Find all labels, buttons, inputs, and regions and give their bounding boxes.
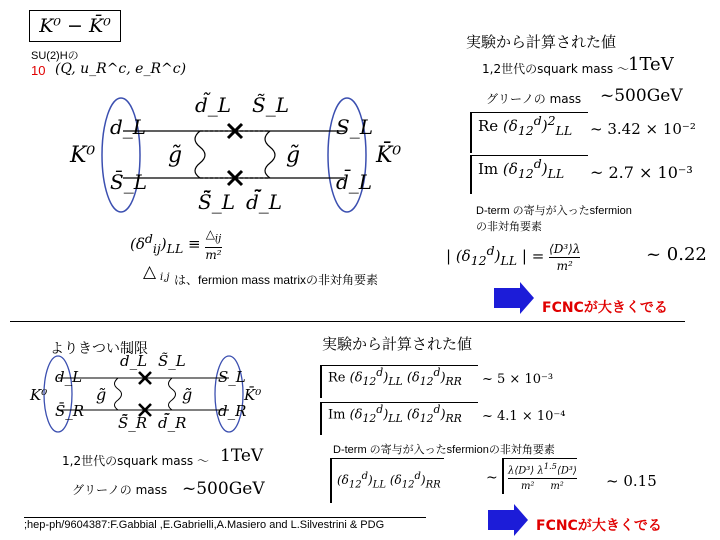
squark-mass-bottom: 1,2世代のsquark mass ～ [62,454,209,468]
su2-label: SU(2)Hの [31,50,79,62]
kaon-bar-label-bottom: K̄⁰ [244,386,262,404]
s-bar-tilde-R-bottom: S̄̃_R [118,414,148,432]
delta-sub: i,j [160,272,170,283]
gluino-value-bottom: ~500GeV [182,479,265,499]
measured-title-top: 実験から計算された値 [466,33,617,51]
dterm-frac-bottom: λ⟨D³⟩ $\lambda^{1.5}⟨D^3⟩$ m² m² [502,458,577,494]
d-bar-tilde-R-bottom: d̄̃_R [158,414,187,432]
stricter-limit: よりきつい制限 [50,341,148,357]
re-bound-top: ~ 3.42 × 10⁻² [590,120,696,138]
d-L-bottom: d_L [55,368,83,386]
gluino-value-top: ~500GeV [600,86,683,106]
dterm-note-bottom: D-term の寄与が入ったsfermionの非対角要素 [333,444,555,456]
reference-text: ;hep-ph/9604387:F.Gabbial ,E.Gabrielli,A.Masiero and L.Silvestrini & PDG [24,519,385,531]
d-bar-tilde-L-top: d̄̃_L [246,190,283,214]
s-L-bottom: S_L [218,368,246,386]
delta-definition: $(\delta^d_{ij})_{LL}$ ≡ $\frac{\triangle_{ij}}{\text{m²}}$ [130,227,222,262]
s-bar-L-top: S̄_L [110,170,147,194]
title-formula: K⁰ − K̄⁰ [39,15,111,37]
representation-number: 10 [31,63,46,78]
squark-value-bottom: 1TeV [220,446,264,466]
d-tilde-L-bottom: d̃_L [120,352,148,370]
im-bound-bottom: ~ 4.1 × 10⁻⁴ [482,409,566,424]
d-bar-L-top: d̄_L [336,170,373,194]
kaon-label-bottom: K⁰ [30,386,48,404]
squark-value-top: 1TeV [628,54,674,75]
conclusion-bottom: FCNCが大きくでる [536,518,662,534]
delta-symbol: △ [143,262,157,282]
gluino-left-bottom: g̃ [96,385,107,404]
d-L-top: d_L [110,115,147,139]
s-bar-R-bottom: S̄_R [55,402,85,420]
delta-note: は、fermion mass matrixの非対角要素 [174,273,379,287]
s-bar-tilde-L-top: S̄̃_L [198,190,235,214]
gluino-right-bottom: g̃ [182,385,193,404]
dterm-note-top-2: の非対角要素 [476,221,542,233]
gluino-left-top: g̃ [168,143,183,168]
dterm-note-top-1: D-term の寄与が入ったsfermion [476,205,632,217]
im-formula-top: Im $(\delta_{12}^d)_{LL}$ [470,155,588,194]
d-tilde-L-top: d̃_L [195,93,232,117]
dterm-bound-top: ~ 0.22 [646,244,707,265]
re-formula-bottom: Re $(\delta_{12}^d)_{LL}$ $(\delta_{12}^d)_{RR}$ [320,365,478,398]
d-R-bottom: d_R [218,402,247,420]
dterm-bound-bottom: ~ 0.15 [606,472,657,490]
gluino-mass-top: グリーノの mass [486,92,582,106]
kaon-label-top: K⁰ [70,143,96,168]
measured-title-bottom: 実験から計算された値 [322,335,473,353]
re-bound-bottom: ~ 5 × 10⁻³ [482,372,554,387]
gluino-right-top: g̃ [286,143,301,168]
s-tilde-L-top: S̃_L [252,93,289,117]
re-formula-top: Re $(\delta_{12}^d)^2_{LL}$ [470,112,588,153]
conclusion-top: FCNCが大きくでる [542,300,668,316]
dterm-formula-top: | $(\delta_{12}^d)_{LL}$ | = $\frac{\text{⟨D³⟩λ}}{\text{m²}}$ [446,241,581,273]
s-L-top: S_L [336,115,373,139]
squark-mass-top: 1,2世代のsquark mass ～ [482,62,629,76]
dterm-approx-bottom: ~ [486,470,498,486]
s-tilde-L-bottom: S̃_L [158,352,186,370]
kaon-bar-label-top: K̄⁰ [376,143,402,168]
im-bound-top: ~ 2.7 × 10⁻³ [590,163,693,182]
dterm-formula-bottom: $(\delta_{12}^d)_{LL}$ $(\delta_{12}^d)_{RR}$ [330,458,444,503]
im-formula-bottom: Im $(\delta_{12}^d)_{LL}$ $(\delta_{12}^d)_{RR}$ [320,402,478,435]
representation-fields: (Q, u_R^c, e_R^c) [55,61,187,77]
gluino-mass-bottom: グリーノの mass [72,483,168,497]
